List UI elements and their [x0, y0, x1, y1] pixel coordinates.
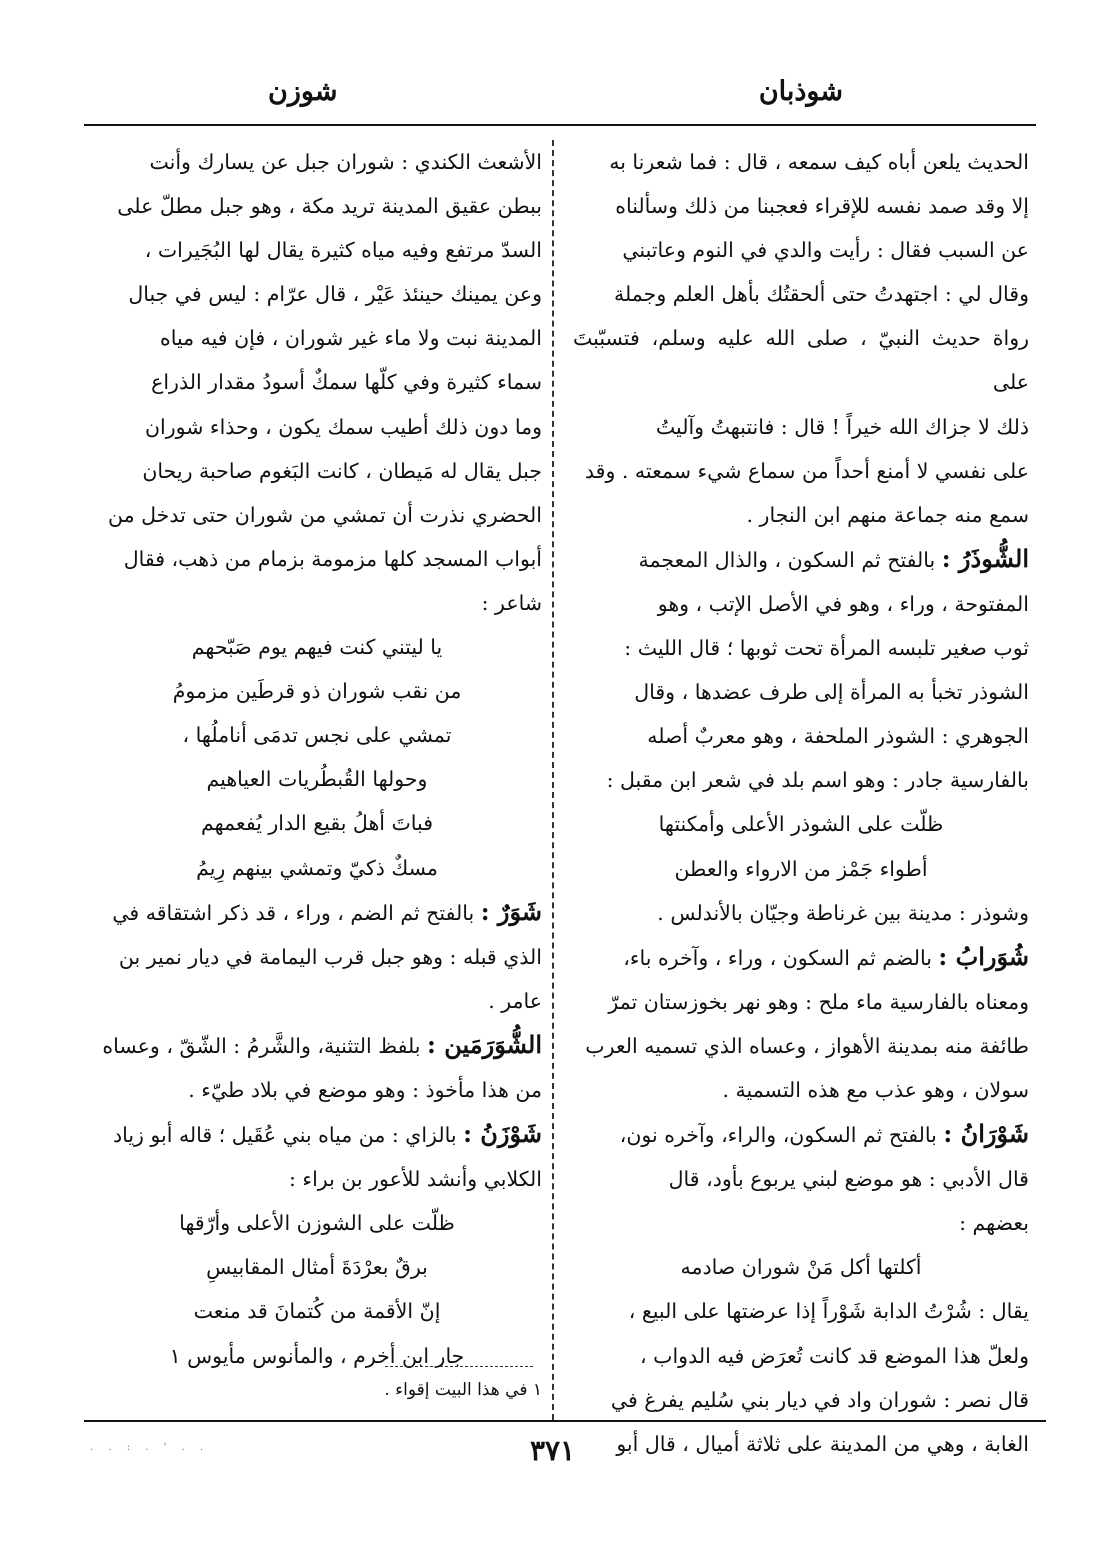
- text-line: وما دون ذلك أطيب سمك يكون ، وحذاء شوران: [145, 414, 542, 439]
- text-line: الأشعث الكندي : شوران جبل عن يسارك وأنت: [149, 150, 542, 174]
- entry-text: بلفظ التثنية، والشَّرمُ : الشّقّ ، وعساه: [102, 1033, 428, 1058]
- text-line: ثوب صغير تلبسه المرأة تحت ثوبها ؛ قال الليث :: [624, 636, 1029, 661]
- verse-line: برقٌ بعرْدَةَ أمثال المقابيسِ: [206, 1255, 428, 1280]
- text-line: الحديث يلعن أباه كيف سمعه ، قال : فما شعرنا به: [609, 150, 1029, 174]
- entry-text: بالفتح ثم السكون، والراء، وآخره نون،: [619, 1123, 944, 1148]
- entry-line: [573, 1112, 1029, 1157]
- right-column: [573, 140, 1029, 1466]
- verse-line: ظلّت على الشوزن الأعلى وأرّقها: [179, 1211, 455, 1236]
- text-line: بالفارسية جادر : وهو اسم بلد في شعر ابن مقبل :: [606, 768, 1029, 793]
- text-line: الشوذر تخبأ به المرأة إلى طرف عضدها ، وقال: [634, 680, 1029, 705]
- text-line: عامر .: [488, 988, 542, 1013]
- footnote: ١ في هذا البيت إقواء .: [384, 1380, 542, 1400]
- running-header-right: شوذبان: [758, 76, 843, 107]
- verse-line: أكلتها أكل مَنْ شوران صادمه: [680, 1255, 922, 1280]
- text-line: السدّ مرتفع وفيه مياه كثيرة يقال لها البُجَيرات ،: [144, 238, 542, 263]
- text-line: إلا وقد صمد نفسه للإقراء فعجبنا من ذلك وسألناه: [615, 194, 1029, 219]
- text-line: الذي قبله : وهو جبل قرب اليمامة في ديار نمير بن: [118, 944, 542, 969]
- verse-line: تمشي على نجس تدمَى أناملُها ،: [182, 723, 452, 748]
- header-rule: [84, 124, 1036, 126]
- text-line: شاعر :: [481, 590, 542, 615]
- text-line: الحضري نذرت أن تمشي من شوران حتى تدخل من: [108, 502, 542, 527]
- text-line: الجوهري : الشوذر الملحفة ، وهو معربٌ أصله: [647, 724, 1029, 749]
- page-number: ٣٧١: [529, 1434, 576, 1467]
- entry-text: بالزاي : من مياه بني عُقَيل ؛ قاله أبو زياد: [112, 1123, 464, 1148]
- text-line: قال الأدبي : هو موضع لبني يربوع بأود، قال: [668, 1167, 1029, 1192]
- text-line: جبل يقال له مَيطان ، كانت البَغوم صاحبة ريحان: [142, 458, 542, 483]
- verse-line: إنّ الأقمة من كُتمانَ قد منعت: [193, 1299, 441, 1324]
- verse-line: مسكٌ ذكيّ وتمشي بينهم رِيمُ: [196, 855, 438, 880]
- text-line: من هذا مأخوذ : وهو موضع في بلاد طيّء .: [188, 1077, 542, 1102]
- entry-text: بالضم ثم السكون ، وراء ، وآخره باء،: [623, 945, 939, 970]
- headword: شَوْرَانُ :: [943, 1119, 1029, 1149]
- column-divider: [552, 140, 554, 1420]
- headword: شَوَرٌ :: [480, 896, 542, 926]
- verse-line: وحولها القُبطُريات العياهيم: [206, 767, 428, 792]
- entry-text: بالفتح ثم السكون ، والذال المعجمة: [638, 547, 942, 572]
- text-line: ومعناه بالفارسية ماء ملح : وهو نهر بخوزستان تمرّ: [608, 989, 1029, 1014]
- running-header-left: شوزن: [268, 76, 338, 107]
- text-line: الكلابي وأنشد للأعور بن براء :: [289, 1167, 542, 1192]
- verse-line: ظلّت على الشوذر الأعلى وأمكنتها: [658, 812, 944, 837]
- text-line: وقال لي : اجتهدتُ حتى ألحقتُك بأهل العلم وجملة: [614, 282, 1029, 307]
- entry-line: [92, 1023, 542, 1068]
- headword: الشُّوَرَمَين :: [427, 1029, 542, 1059]
- text-line: ذلك لا جزاك الله خيراً ! قال : فانتبهتُ وآليتُ: [655, 414, 1029, 439]
- text-line: بعضهم :: [959, 1211, 1029, 1236]
- text-line: قال نصر : شوران واد في ديار بني سُليم يفرغ في: [610, 1387, 1029, 1412]
- verse-line: جار ابن أخرم ، والمأنوس مأيوس ١: [169, 1343, 465, 1368]
- text-line: سولان ، وهو عذب مع هذه التسمية .: [722, 1077, 1029, 1102]
- footnote-rule: [385, 1366, 533, 1367]
- text-line: ولعلّ هذا الموضع قد كانت تُعرَض فيه الدواب ،: [640, 1343, 1029, 1368]
- verse-line: فباتَ أهلُ بقيع الدار يُفعمهم: [200, 811, 433, 836]
- entry-line: [573, 537, 1029, 582]
- text-line: أبواب المسجد كلها مزمومة بزمام من ذهب، فقال: [123, 546, 542, 571]
- footer-rule: [84, 1420, 1046, 1422]
- text-line: ببطن عقيق المدينة تريد مكة ، وهو جبل مطلّ على: [117, 194, 542, 219]
- text-line: سماء كثيرة وفي كلّها سمكٌ أسودُ مقدار الذراع: [151, 370, 542, 395]
- text-line: الغابة ، وهي من المدينة على ثلاثة أميال ، قال أبو: [616, 1431, 1029, 1456]
- text-line: المفتوحة ، وراء ، وهو في الأصل الإتب ، وهو: [657, 591, 1029, 616]
- text-line: وعن يمينك حينئذ عَيْر ، قال عرّام : ليس في جبال: [128, 282, 542, 307]
- text-line: سمع منه جماعة منهم ابن النجار .: [746, 502, 1029, 527]
- text-line: عن السبب فقال : رأيت والدي في النوم وعاتبني: [622, 238, 1029, 263]
- text-line: رواة حديث النبيّ ، صلى الله عليه وسلم، فتسبّبتَ على: [573, 326, 1029, 395]
- left-column: [92, 140, 542, 1378]
- scan-specks: . . : . ' . .: [90, 1442, 210, 1453]
- entry-line: [92, 1112, 542, 1157]
- headword: شَوْزَنُ :: [463, 1119, 542, 1149]
- entry-line: [92, 890, 542, 935]
- text-line: المدينة نبت ولا ماء غير شوران ، فإن فيه مياه: [159, 326, 542, 351]
- verse-line: أطواء جَمْز من الارواء والعطن: [674, 856, 928, 881]
- text-line: طائفة منه بمدينة الأهواز ، وعساه الذي تسميه العرب: [585, 1033, 1029, 1058]
- text-line: على نفسي لا أمنع أحداً من سماع شيء سمعته . وقد: [584, 458, 1029, 483]
- headword: شُوَرابُ :: [938, 941, 1029, 971]
- headword: الشُّوذَرُ :: [941, 543, 1029, 573]
- verse-line: من نقب شوران ذو قرطَين مزمومُ: [172, 679, 462, 704]
- text-line: وشوذر : مدينة بين غرناطة وجيّان بالأندلس .: [657, 900, 1029, 925]
- entry-line: [573, 935, 1029, 980]
- entry-text: بالفتح ثم الضم ، وراء ، قد ذكر اشتقاقه في: [112, 900, 481, 925]
- verse-line: يا ليتني كنت فيهم يوم صَبّحهم: [191, 635, 443, 660]
- text-line: يقال : شُرْتُ الدابة شَوْراً إذا عرضتها على البيع ،: [628, 1299, 1029, 1324]
